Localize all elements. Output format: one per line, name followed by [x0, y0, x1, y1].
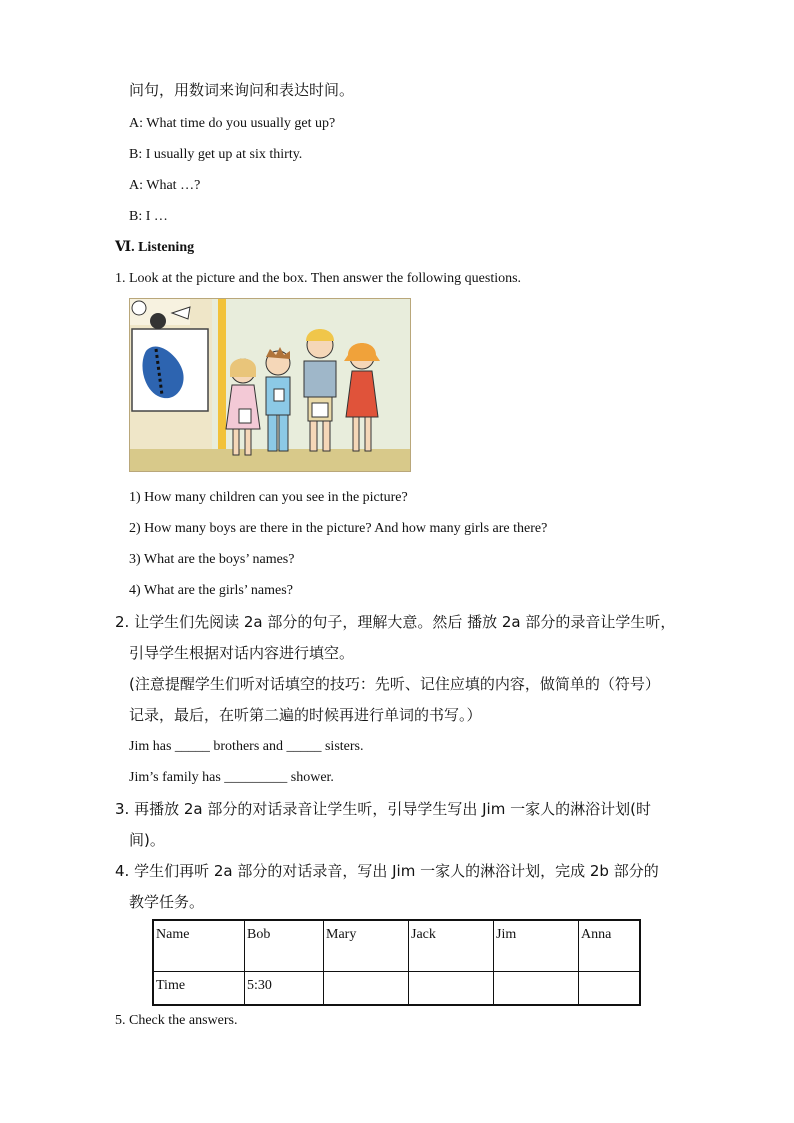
table-row	[153, 972, 640, 1006]
question-4-line-1: 4. 学生们再听 2a 部分的对话录音，写出 Jim 一家人的淋浴计划，完成 2b 部分的	[115, 862, 659, 880]
dialogue-line-b1: B: I usually get up at six thirty.	[129, 147, 303, 162]
table-header-cell: Mary	[324, 920, 409, 972]
table-header-cell: Bob	[245, 920, 324, 972]
sub-question-4: 4) What are the girls’ names?	[129, 583, 293, 598]
table-cell	[494, 972, 579, 1006]
table-cell	[579, 972, 641, 1006]
classroom-picture	[129, 298, 411, 472]
table-header-cell: Jack	[409, 920, 494, 972]
question-5: 5. Check the answers.	[115, 1013, 238, 1028]
question-2-note-1: (注意提醒学生们听对话填空的技巧：先听、记住应填的内容，做简单的（符号）	[129, 675, 660, 693]
dialogue-line-a2: A: What …?	[129, 178, 201, 193]
fill-blank-1: Jim has _____ brothers and _____ sisters.	[129, 739, 364, 754]
question-2-line-1: 2. 让学生们先阅读 2a 部分的句子，理解大意。然后 播放 2a 部分的录音让学生听，	[115, 613, 676, 631]
section-heading: Ⅵ. Listening	[115, 240, 195, 255]
shower-plan-table	[152, 919, 641, 1006]
question-3-line-2: 间)。	[129, 831, 165, 849]
table-cell	[409, 972, 494, 1006]
question-2-line-2: 引导学生根据对话内容进行填空。	[129, 644, 355, 662]
question-4-line-2: 教学任务。	[129, 893, 205, 911]
table-row	[153, 920, 640, 972]
sub-question-1: 1) How many children can you see in the picture?	[129, 490, 408, 505]
table-cell: 5:30	[245, 972, 324, 1006]
sub-question-3: 3) What are the boys’ names?	[129, 552, 295, 567]
sub-question-2: 2) How many boys are there in the picture? And how many girls are there?	[129, 521, 548, 536]
table-header-cell: Name	[153, 920, 245, 972]
table-cell: Time	[153, 972, 245, 1006]
table-header-cell: Jim	[494, 920, 579, 972]
table-header-cell: Anna	[579, 920, 641, 972]
question-3-line-1: 3. 再播放 2a 部分的对话录音让学生听，引导学生写出 Jim 一家人的淋浴计划(时	[115, 800, 651, 818]
dialogue-line-a1: A: What time do you usually get up?	[129, 116, 336, 131]
children-illustration	[130, 299, 410, 471]
intro-text: 问句，用数词来询问和表达时间。	[129, 81, 355, 99]
question-2-note-2: 记录，最后，在听第二遍的时候再进行单词的书写。）	[129, 706, 482, 724]
table-cell	[324, 972, 409, 1006]
fill-blank-2: Jim’s family has _________ shower.	[129, 770, 334, 785]
dialogue-line-b2: B: I …	[129, 209, 168, 224]
question-1: 1. Look at the picture and the box. Then answer the following questions.	[115, 271, 522, 286]
